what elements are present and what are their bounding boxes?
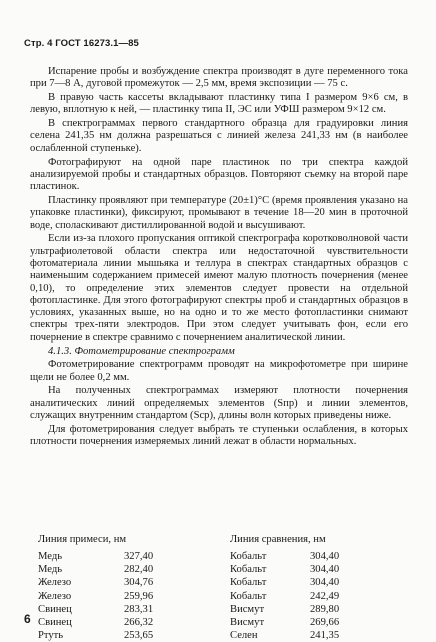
- paragraph: Фотографируют на одной паре пластинок по три спектра каждой анализируемой пробы и стандартных образцов. Повторяют съемку на второй паре пластинок.: [30, 156, 408, 193]
- table-row: Кобальт 242,49: [230, 590, 340, 602]
- table-row: Железо 259,96: [38, 590, 154, 602]
- paragraph: На полученных спектрограммах измеряют плотности почернения аналитических линий определяемых элементов (Sпр) и линии элементов, служащих внутренним стандартом (Sср), длины волн которых приведены ниже.: [30, 385, 408, 422]
- comparison-lines-heading: Линия сравнения, нм: [230, 534, 326, 545]
- subsection-heading: 4.1.3. Фотометрирование спектрограмм: [48, 345, 235, 357]
- table-row: Свинец 266,32: [38, 616, 154, 628]
- impurity-lines-heading: Линия примеси, нм: [38, 534, 127, 545]
- paragraph: В спектрограммах первого стандартного образца для градуировки линия селена 241,35 нм должна разрешаться с линией железа 241,33 нм (в наиболее ослабленной ступеньке).: [30, 118, 408, 154]
- table-row: Висмут 289,80: [230, 603, 340, 615]
- page-header: Стр. 4 ГОСТ 16273.1—85: [24, 38, 139, 49]
- paragraph: Фотометрирование спектрограмм проводят на микрофотометре при ширине щели не более 0,2 мм.: [30, 359, 408, 383]
- table-row: Кобальт 304,40: [230, 564, 340, 576]
- table-row: Кобальт 304,40: [230, 551, 340, 562]
- table-row: Висмут 269,66: [230, 616, 340, 628]
- table-row: Селен 241,35: [230, 630, 340, 642]
- body-text: [30, 66, 408, 450]
- comparison-lines-column: [230, 533, 400, 642]
- paragraph: Если из-за плохого пропускания оптикой спектрографа коротковолновой части ультрафиолетовой области спектра или недостаточной чувствительности фотоматериала линии мышьяка и теллура в спектрах стандартных образцов с наименьшим содержанием примесей имеют малую плотность почернения (менее 0,10), то определение этих элементов следует провести на отдельной фотопластинке. Для этого фотографируют спектры проб и стандартных образцов в условиях, указанных выше, но на одно и то же место фотопластинки снимают спектры трех-пяти электродов. При этом следует учитывать фон, если его почернение в спектре сравнимо с почернением аналитической линии.: [30, 233, 408, 343]
- impurity-lines-column: [38, 533, 208, 642]
- table-row: Свинец 283,31: [38, 603, 154, 615]
- page-number: 6: [24, 612, 31, 626]
- paragraph: Для фотометрирования следует выбрать те ступеньки ослабления, в которых плотности почернения измеряемых линий лежат в области нормальных.: [30, 423, 408, 448]
- table-row: Кобальт 304,40: [230, 577, 340, 589]
- paragraph: Пластинку проявляют при температуре (20±1)°C (время проявления указано на упаковке пластинки), фиксируют, промывают в течение 18—20 мин в проточной воде, споласкивают дистиллированной водой и высушивают.: [30, 194, 408, 231]
- table-row: Медь 282,40: [38, 564, 154, 576]
- paragraph: В правую часть кассеты вкладывают пластинку типа I размером 9×6 см, в левую, вплотную к ней, — пластинку типа II, ЭС или УФШ размером 9×12 см.: [30, 92, 408, 116]
- paragraph: Испарение пробы и возбуждение спектра производят в дуге переменного тока при 7—8 А, дуговой промежуток — 2,5 мм, время экспозиции — 75 с.: [30, 66, 408, 90]
- table-row: Ртуть 253,65: [38, 630, 154, 642]
- table-row: Медь 327,40: [38, 551, 154, 562]
- table-row: Железо 304,76: [38, 577, 154, 589]
